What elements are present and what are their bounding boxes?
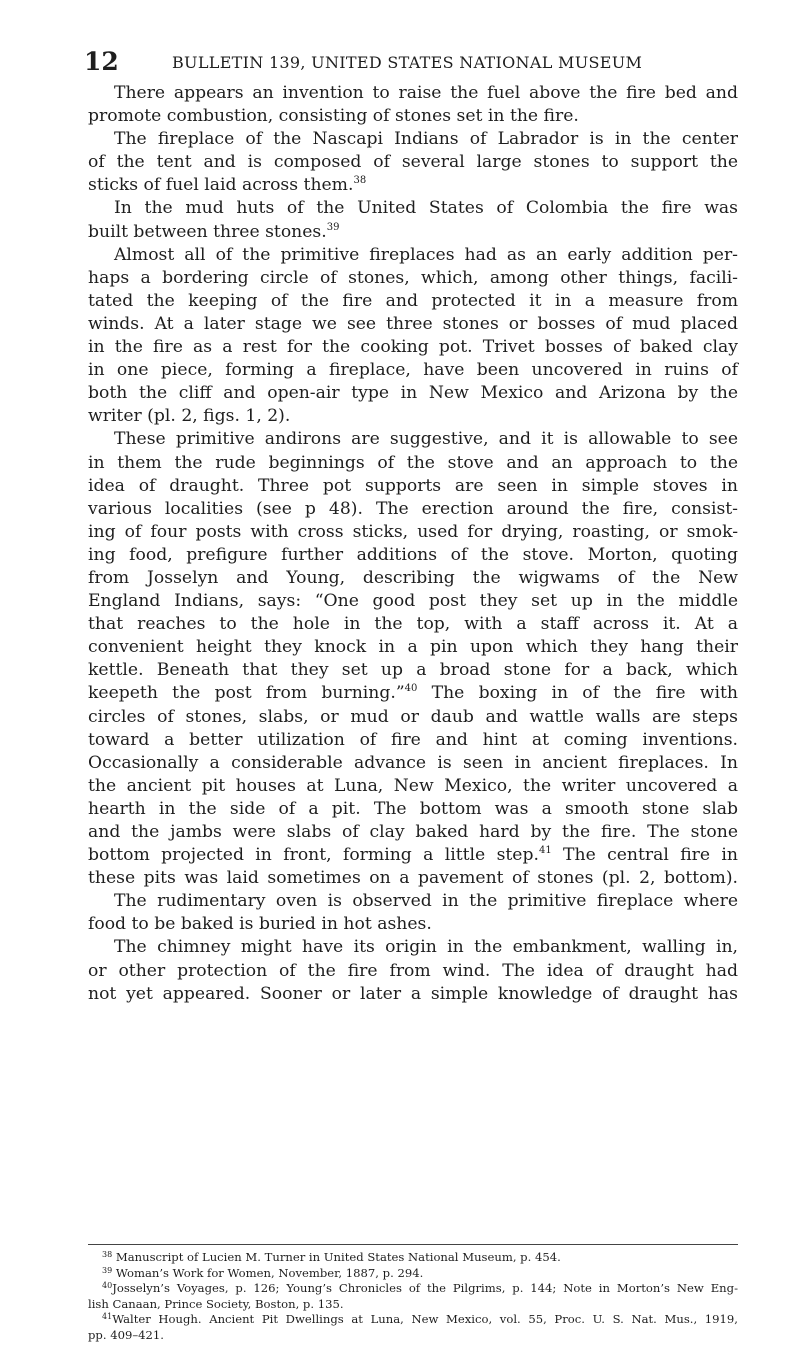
footnote-ref-39: 39: [326, 221, 340, 233]
footnote-41: $^{41}$Walter Hough. Ancient Pit Dwellings at Luna, New Mexico, vol. 55, Proc. U. S. Nat. Mus., 1919,: [102, 1312, 738, 1327]
text-line: haps a bordering circle of stones, which, among other things, facili-: [88, 267, 738, 288]
text-line: The chimney might have its origin in the embankment, walling in,: [114, 937, 738, 958]
text-line: The rudimentary oven is observed in the primitive fireplace where: [114, 891, 738, 912]
footnote-ref-38: 38: [353, 175, 367, 187]
text-line: tated the keeping of the fire and protected it in a measure from: [88, 290, 738, 311]
text-line: in them the rude beginnings of the stove and an approach to the: [88, 452, 738, 473]
text-line: from Josselyn and Young, describing the wigwams of the New: [88, 567, 738, 588]
footnote-40-continued: lish Canaan, Prince Society, Boston, p. 135.: [88, 1296, 344, 1311]
running-head: [84, 46, 744, 78]
footnote-ref-40: 40: [404, 683, 418, 695]
body-text: [88, 82, 738, 1006]
text-line: writer (pl. 2, figs. 1, 2).: [88, 406, 291, 427]
footnote-41-continued: pp. 409–421.: [88, 1327, 164, 1342]
footnote-rule: [88, 1244, 738, 1245]
text-line: and the jambs were slabs of clay baked hard by the fire. The stone: [88, 822, 738, 842]
text-line: England Indians, says: “One good post they set up in the middle: [88, 591, 738, 612]
text-line: circles of stones, slabs, or mud or daub and wattle walls are steps: [88, 706, 738, 727]
running-title: BULLETIN 139, UNITED STATES NATIONAL MUSEUM: [172, 53, 643, 72]
text-line: Occasionally a considerable advance is seen in ancient fireplaces. In: [88, 752, 738, 773]
text-line: ing of four posts with cross sticks, used for drying, roasting, or smok-: [88, 521, 738, 542]
text-line: built between three stones.$^{39}$: [88, 221, 340, 242]
text-line: Almost all of the primitive fireplaces had as an early addition per-: [114, 244, 738, 265]
text-line: There appears an invention to raise the fuel above the fire bed and: [114, 83, 738, 103]
text-line: kettle. Beneath that they set up a broad stone for a back, which: [88, 660, 738, 681]
text-line: of the tent and is composed of several large stones to support the: [88, 152, 738, 173]
text-line: these pits was laid sometimes on a pavement of stones (pl. 2, bottom).: [88, 868, 738, 889]
text-line: promote combustion, consisting of stones set in the fire.: [88, 106, 579, 127]
text-line: idea of draught. Three pot supports are seen in simple stoves in: [88, 475, 738, 496]
text-line: ing food, prefigure further additions of the stove. Morton, quoting: [88, 544, 738, 565]
text-line: keepeth the post from burning.”$^{40}$ The boxing in of the fire with: [88, 683, 738, 704]
text-line: food to be baked is buried in hot ashes.: [88, 914, 432, 935]
footnotes: [88, 1250, 738, 1344]
text-line: both the cliff and open-air type in New Mexico and Arizona by the: [88, 383, 738, 404]
footnote-39: $^{39}$ Woman’s Work for Women, November, 1887, p. 294.: [102, 1265, 424, 1280]
text-line: bottom projected in front, forming a little step.$^{41}$ The central fire in: [88, 845, 739, 866]
footnote-38: $^{38}$ Manuscript of Lucien M. Turner in United States National Museum, p. 454.: [102, 1250, 561, 1264]
footnote-ref-41: 41: [538, 845, 552, 857]
text-line: that reaches to the hole in the top, with a staff across it. At a: [88, 614, 738, 635]
text-line: hearth in the side of a pit. The bottom was a smooth stone slab: [88, 798, 738, 819]
footnote-40: $^{40}$Josselyn’s Voyages, p. 126; Young’s Chronicles of the Pilgrims, p. 144; Note in Morton’s New Eng-: [102, 1281, 738, 1296]
text-line: convenient height they knock in a pin upon which they hang their: [88, 637, 738, 658]
text-line: sticks of fuel laid across them.$^{38}$: [88, 175, 367, 196]
text-line: in one piece, forming a fireplace, have been uncovered in ruins of: [88, 360, 738, 381]
text-line: toward a better utilization of fire and hint at coming inventions.: [88, 729, 738, 750]
text-line: the ancient pit houses at Luna, New Mexico, the writer uncovered a: [88, 775, 738, 796]
text-line: In the mud huts of the United States of Colombia the fire was: [114, 198, 738, 219]
page-number: 12: [84, 47, 119, 76]
text-line: or other protection of the fire from wind. The idea of draught had: [88, 960, 738, 981]
text-line: These primitive andirons are suggestive, and it is allowable to see: [114, 429, 738, 450]
text-line: various localities (see p 48). The erection around the fire, consist-: [88, 498, 738, 519]
text-line: in the fire as a rest for the cooking pot. Trivet bosses of baked clay: [88, 337, 738, 358]
text-line: The fireplace of the Nascapi Indians of Labrador is in the center: [114, 129, 738, 150]
text-line: not yet appeared. Sooner or later a simple knowledge of draught has: [88, 983, 738, 1004]
text-line: winds. At a later stage we see three stones or bosses of mud placed: [88, 313, 738, 334]
